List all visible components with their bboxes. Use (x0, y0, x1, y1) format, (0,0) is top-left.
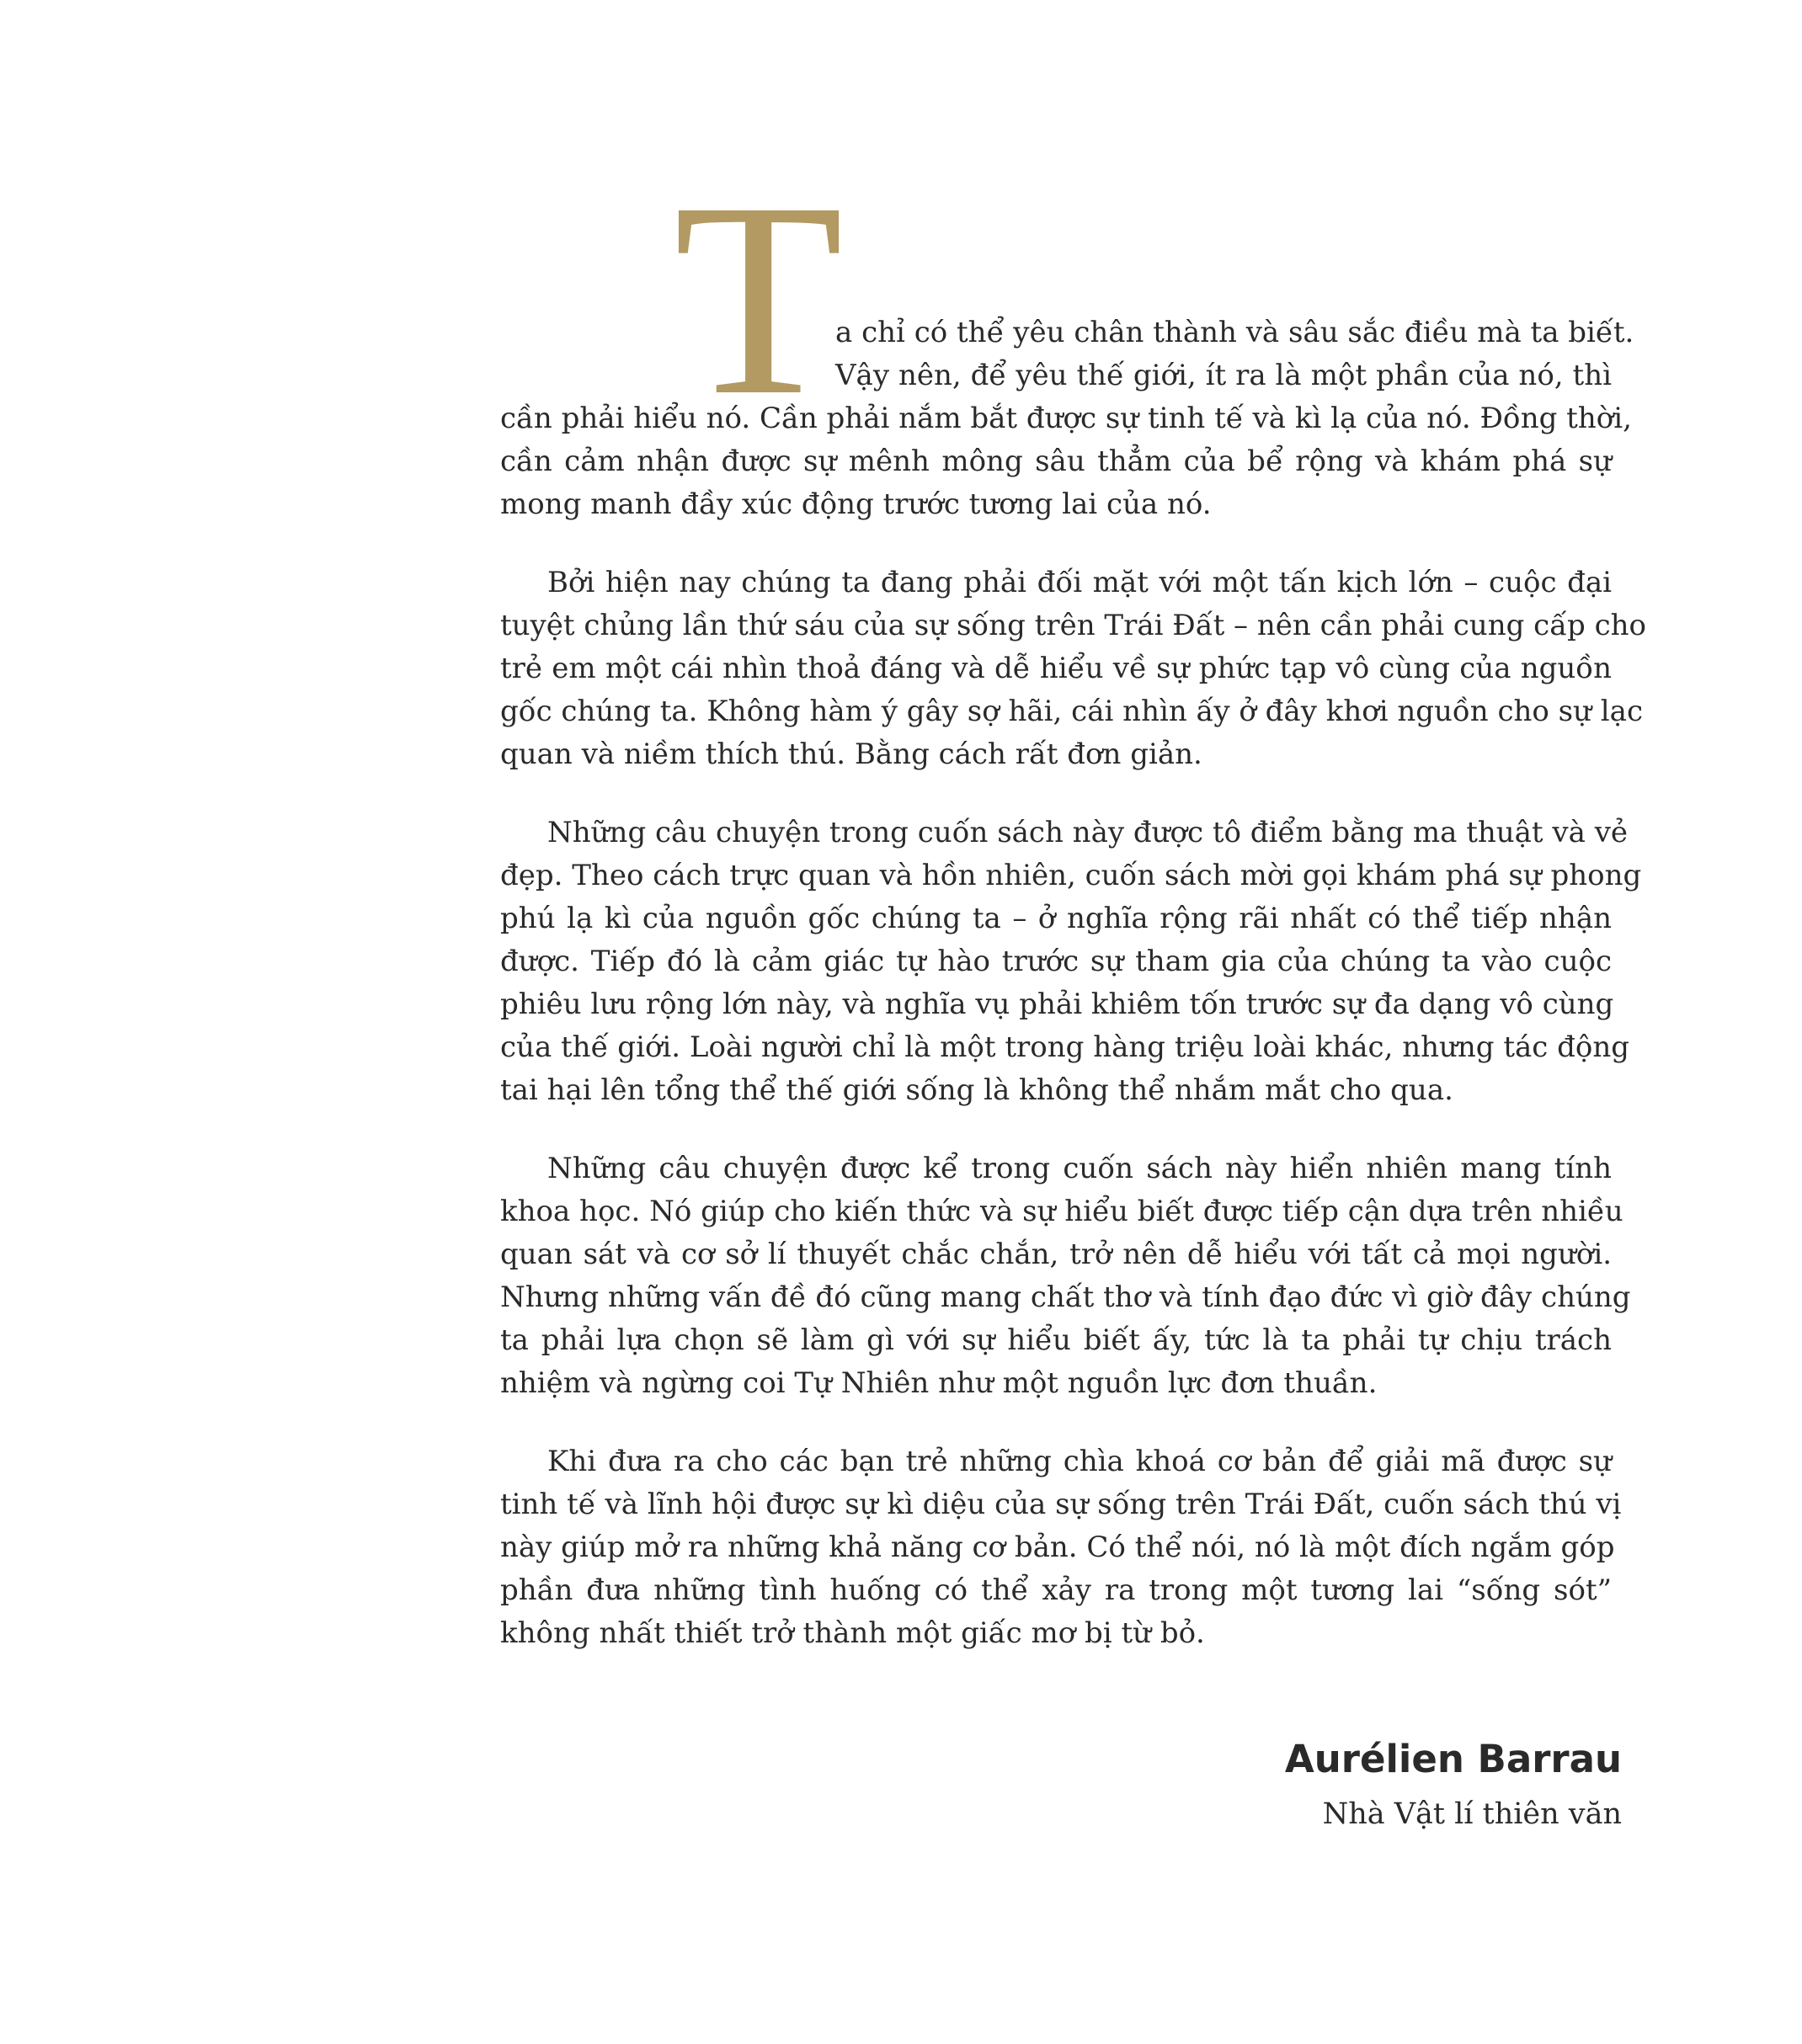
author-name: Aurélien Barrau (1284, 1737, 1622, 1781)
paragraph-4-line-6: nhiệm và ngừng coi Tự Nhiên như một nguồn lực đơn thuần. (500, 1366, 1378, 1400)
paragraph-1-line-1: a chỉ có thể yêu chân thành và sâu sắc điều mà ta biết. (835, 316, 1634, 349)
paragraph-2-line-4: gốc chúng ta. Không hàm ý gây sợ hãi, cái nhìn ấy ở đây khơi nguồn cho sự lạc (500, 695, 1643, 728)
drop-cap-letter: T (674, 146, 844, 453)
paragraph-4-line-2: khoa học. Nó giúp cho kiến thức và sự hiểu biết được tiếp cận dựa trên nhiều (500, 1195, 1623, 1228)
paragraph-2-line-2: tuyệt chủng lần thứ sáu của sự sống trên Trái Đất – nên cần phải cung cấp cho (500, 609, 1647, 642)
paragraph-1-line-5: mong manh đầy xúc động trước tương lai của nó. (500, 487, 1212, 521)
paragraph-1-line-3: cần phải hiểu nó. Cần phải nắm bắt được sự tinh tế và kì lạ của nó. Đồng thời, (500, 402, 1632, 435)
paragraph-3-line-4: được. Tiếp đó là cảm giác tự hào trước sự tham gia của chúng ta vào cuộc (500, 945, 1612, 978)
paragraph-3-line-3: phú lạ kì của nguồn gốc chúng ta – ở nghĩa rộng rãi nhất có thể tiếp nhận (500, 902, 1612, 935)
paragraph-5-line-1: Khi đưa ra cho các bạn trẻ những chìa khoá cơ bản để giải mã được sự (547, 1445, 1612, 1478)
paragraph-2-line-5: quan và niềm thích thú. Bằng cách rất đơn giản. (500, 737, 1202, 771)
paragraph-4-line-4: Nhưng những vấn đề đó cũng mang chất thơ và tính đạo đức vì giờ đây chúng (500, 1280, 1631, 1314)
paragraph-5-line-2: tinh tế và lĩnh hội được sự kì diệu của sự sống trên Trái Đất, cuốn sách thú vị (500, 1488, 1622, 1521)
paragraph-5-line-3: này giúp mở ra những khả năng cơ bản. Có thể nói, nó là một đích ngắm góp (500, 1530, 1615, 1564)
paragraph-4-line-1: Những câu chuyện được kể trong cuốn sách này hiển nhiên mang tính (547, 1152, 1612, 1185)
paragraph-5-line-4: phần đưa những tình huống có thể xảy ra trong một tương lai “sống sót” (500, 1573, 1612, 1607)
paragraph-3-line-2: đẹp. Theo cách trực quan và hồn nhiên, cuốn sách mời gọi khám phá sự phong (500, 859, 1642, 892)
paragraph-4-line-5: ta phải lựa chọn sẽ làm gì với sự hiểu biết ấy, tức là ta phải tự chịu trách (500, 1323, 1612, 1357)
author-role: Nhà Vật lí thiên văn (1322, 1797, 1622, 1831)
paragraph-1-line-2: Vậy nên, để yêu thế giới, ít ra là một phần của nó, thì (835, 359, 1612, 392)
paragraph-2-line-1: Bởi hiện nay chúng ta đang phải đối mặt với một tấn kịch lớn – cuộc đại (547, 566, 1612, 599)
paragraph-2-line-3: trẻ em một cái nhìn thoả đáng và dễ hiểu về sự phức tạp vô cùng của nguồn (500, 652, 1612, 685)
paragraph-3-line-5: phiêu lưu rộng lớn này, và nghĩa vụ phải khiêm tốn trước sự đa dạng vô cùng (500, 987, 1614, 1021)
paragraph-3-line-6: của thế giới. Loài người chỉ là một trong hàng triệu loài khác, nhưng tác động (500, 1030, 1630, 1064)
paragraph-3-line-7: tai hại lên tổng thể thế giới sống là không thể nhắm mắt cho qua. (500, 1073, 1453, 1107)
paragraph-5-line-5: không nhất thiết trở thành một giấc mơ bị từ bỏ. (500, 1616, 1205, 1650)
paragraph-3-line-1: Những câu chuyện trong cuốn sách này được tô điểm bằng ma thuật và vẻ (547, 816, 1629, 849)
paragraph-1-line-4: cần cảm nhận được sự mênh mông sâu thẳm của bể rộng và khám phá sự (500, 444, 1612, 478)
paragraph-4-line-3: quan sát và cơ sở lí thuyết chắc chắn, trở nên dễ hiểu với tất cả mọi người. (500, 1238, 1612, 1271)
